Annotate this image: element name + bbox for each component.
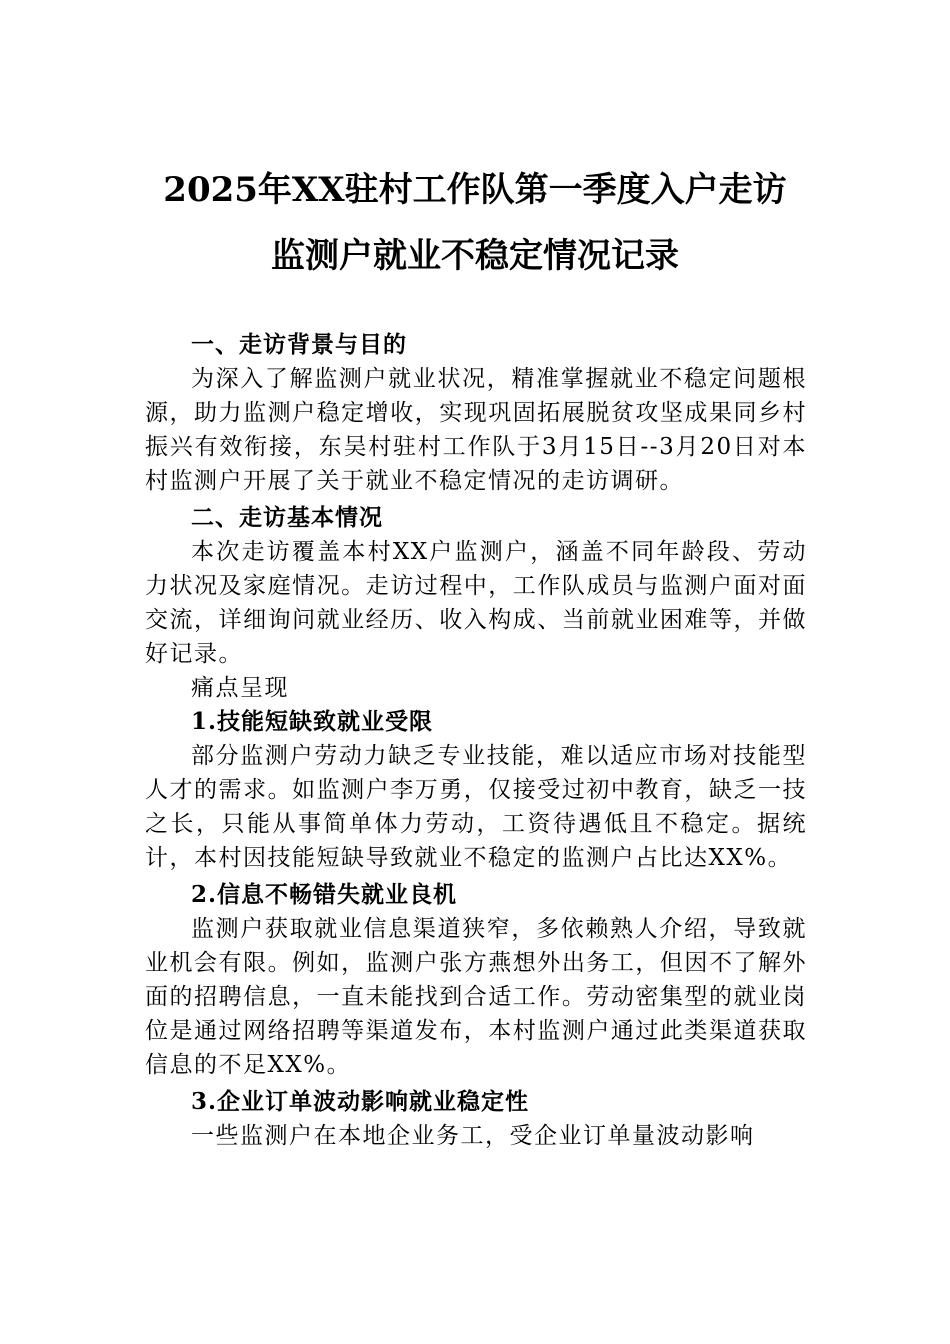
point-heading-2: 2.信息不畅错失就业良机 [191, 881, 458, 908]
point-text-1: 部分监测户劳动力缺乏专业技能，难以适应市场对技能型人才的需求。如监测户李万勇，仅接受过初中教育，缺乏一技之长，只能从事简单体力劳动，工资待遇低且不稳定。据统计，本村因技能短缺导致就业不稳定的监测户占比达XX%。 [145, 743, 807, 871]
section-heading-background: 一、走访背景与目的 [191, 331, 407, 358]
pain-points-label: 痛点呈现 [191, 675, 289, 701]
document-title-line-1: 2025年XX驻村工作队第一季度入户走访 [163, 170, 787, 210]
point-heading-1: 1.技能短缺致就业受限 [191, 708, 434, 735]
point-text-2: 监测户获取就业信息渠道狭窄，多依赖熟人介绍，导致就业机会有限。例如，监测户张方燕想外出务工，但因不了解外面的招聘信息，一直未能找到合适工作。劳动密集型的就业岗位是通过网络招聘等渠道发布，本村监测户通过此类渠道获取信息的不足XX%。 [145, 916, 807, 1078]
section-text-background: 为深入了解监测户就业状况，精准掌握就业不稳定问题根源，助力监测户稳定增收，实现巩固拓展脱贫攻坚成果同乡村振兴有效衔接，东吴村驻村工作队于3月15日--3月20日对本村监测户开展了关于就业不稳定情况的走访调研。 [145, 366, 807, 494]
section-text-basic-situation: 本次走访覆盖本村XX户监测户，涵盖不同年龄段、劳动力状况及家庭情况。走访过程中，工作队成员与监测户面对面交流，详细询问就业经历、收入构成、当前就业困难等，并做好记录。 [145, 539, 807, 667]
section-heading-basic-situation: 二、走访基本情况 [191, 504, 383, 531]
point-text-3: 一些监测户在本地企业务工，受企业订单量波动影响 [191, 1123, 755, 1149]
document-title-line-2: 监测户就业不稳定情况记录 [271, 236, 679, 276]
point-heading-3: 3.企业订单波动影响就业稳定性 [191, 1088, 530, 1115]
document-body [145, 328, 807, 1153]
